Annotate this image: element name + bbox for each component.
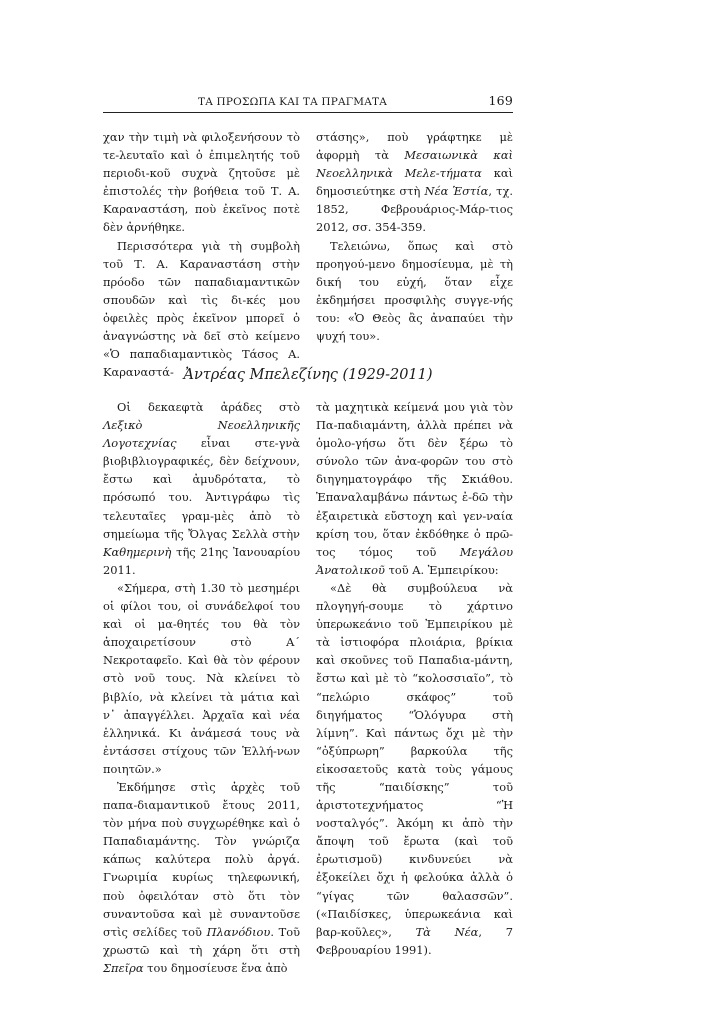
italic-title: Νέα Ἑστία xyxy=(424,184,489,199)
paragraph: Τελειώνω, ὅπως καὶ στὸ προηγού-μενο δημοσίευμα, μὲ τὴ δική του εὐχή, ὅταν εἶχε ἐκδημήσει προσφιλὴς συγγε-νής του: «Ὁ Θεὸς ἂς ἀναπαύει τὴν ψυχή του». xyxy=(316,238,513,344)
paragraph: Περισσότερα γιὰ τὴ συμβολὴ τοῦ Τ. Α. Καραναστάση στὴν πρόοδο τῶν παπαδιαμαντικῶν σπουδῶν καὶ τὶς δι-κές μου ὀφειλὲς πρὸς ἐκεῖνον μπορεῖ ὁ ἀναγνώστης νὰ δεῖ στὸ κείμενο «Ὁ παπαδιαμαντικὸς Τάσος Α. Καραναστά- xyxy=(103,238,300,380)
text-run: τοῦ Α. Ἐμπειρίκου: xyxy=(384,562,499,577)
text-run: , 7 Φεβρουαρίου 1991). xyxy=(316,924,513,957)
text-run: εἶναι στε-γνὰ βιοβιβλιογραφικές, δὲν δείχνουν, ἔστω καὶ ἀμυδρότατα, τὸ πρόσωπό του. Ἀντιγράφω τὶς τελευταῖες γραμ-μὲς ἀπὸ τὸ σημείωμα τῆς Ὄλγας Σελλὰ στὴν xyxy=(103,436,300,541)
section-title: Ἀντρέας Μπελεζίνης (1929-2011) xyxy=(183,367,433,383)
running-title: ΤΑ ΠΡΟΣΩΠΑ ΚΑΙ ΤΑ ΠΡΑΓΜΑΤΑ xyxy=(198,96,388,108)
text-run: Οἱ δεκαεφτὰ ἀράδες στὸ xyxy=(117,400,300,414)
text-run: καὶ δημοσιεύτηκε στὴ xyxy=(316,166,513,199)
bottom-left-column xyxy=(103,398,300,977)
page-number: 169 xyxy=(488,93,513,108)
italic-title: Πλανόδιου xyxy=(206,924,271,939)
text-run: τῆς 21ης Ἰανουαρίου 2011. xyxy=(103,544,300,577)
text-run: Ἐκδήμησε στὶς ἀρχὲς τοῦ παπα-διαμαντικοῦ ἔτους 2011, τὸν μήνα ποὺ συγχωρέθηκε καὶ ὁ Παπαδιαμάντης. Τὸν γνώριζα κάπως καλύτερα πολὺ ἀργά. Γνωριμία κυρίως τηλεφωνική, ποὺ ὀφειλόταν στὸ ὅτι τὸν συναντοῦσα καὶ μὲ συναντοῦσε στὶς σελίδες τοῦ xyxy=(103,779,300,939)
italic-title: Καθημερινὴ xyxy=(103,544,172,559)
italic-title: Τὰ Νέα xyxy=(415,924,479,939)
top-left-column xyxy=(103,128,300,381)
paragraph xyxy=(103,778,300,977)
text-run: στάσης», ποὺ γράφτηκε μὲ ἀφορμὴ τὰ xyxy=(316,130,513,163)
italic-title: Μεγάλου Ἀνατολικοῦ xyxy=(316,544,513,577)
italic-title: Λεξικὸ Νεοελληνικῆς Λογοτεχνίας xyxy=(103,418,300,451)
text-run: του δημοσίευσε ἕνα ἀπὸ xyxy=(143,960,288,975)
quotation-paragraph xyxy=(316,579,513,959)
paragraph xyxy=(103,398,300,579)
paragraph: χαν τὴν τιμὴ νὰ φιλοξενήσουν τὸ τε-λευταῖο καὶ ὁ ἐπιμελητής τοῦ περιοδι-κοῦ συχνὰ ζητοῦσε μὲ ἐπιστολές τὴν βοήθεια τοῦ Τ. Α. Καραναστάση, ποὺ ἐκεῖνος ποτὲ δὲν ἀρνήθηκε. xyxy=(103,130,300,235)
quotation-paragraph: «Σήμερα, στὴ 1.30 τὸ μεσημέρι οἱ φίλοι του, οἱ συνάδελφοί του καὶ οἱ μα-θητές του θὰ τὸν ἀποχαιρετίσουν στὸ Α΄ Νεκροταφεῖο. Καὶ θὰ τὸν φέρουν στὸ νοῦ τους. Νὰ κλείνει τὸ βιβλίο, νὰ κλείνει τὰ μάτια καὶ ν᾿ ἀπαγγέλλει. Ἀρχαῖα καὶ νέα ἑλληνικά. Κι ἀνάμεσά τους νὰ ἐντάσσει στίχους τῶν Ἑλλή-νων ποιητῶν.» xyxy=(103,580,300,776)
italic-title: Σπεῖρα xyxy=(103,960,144,975)
running-header xyxy=(103,94,513,113)
bottom-right-column xyxy=(316,398,513,959)
top-right-column xyxy=(316,128,513,345)
text-run: τὰ μαχητικὰ κείμενά μου γιὰ τὸν Πα-παδιαμάντη, ἀλλὰ πρέπει νὰ ὁμολο-γήσω ὅτι δὲν ξέρω τὸ σύνολο τῶν ἀνα-φορῶν του στὸ διηγηματογράφο τῆς Σκιάθου. Ἐπαναλαμβάνω πάντως ἐ-δῶ τὴν ἐξαιρετικὰ εὔστοχη καὶ γεν-ναία κρίση του, ὅταν ἐκδόθηκε ὁ πρῶ-τος τόμος τοῦ xyxy=(316,400,513,559)
text-run: , τχ. 1852, Φεβρουάριος-Μάρ-τιος 2012, σσ. 354-359. xyxy=(316,184,513,235)
paragraph xyxy=(316,128,513,237)
italic-title: Μεσαιωνικὰ καὶ Νεοελληνικὰ Μελε-τήματα xyxy=(316,148,513,181)
paragraph xyxy=(316,398,513,579)
text-run: «Δὲ θὰ συμβούλευα νὰ πλογηγή-σουμε τὸ χάρτινο ὑπερωκεάνιο τοῦ Ἐμπειρίκου μὲ τὰ ἱστιοφόρα πλοιάρια, βρίκια καὶ σκοῦνες τοῦ Παπαδια-μάντη, ἔστω καὶ μὲ τὸ “κολοσσιαῖο”, τὸ “πελώριο σκάφος” τοῦ διηγήματος “Ὁλόγυρα στὴ λίμνη”. Καὶ πάντως ὄχι μὲ τὴν “ὀξύπρωρη” βαρκούλα τῆς εἰκοσαετοῦς κατὰ τοὺς γάμους τῆς “παιδίσκης” τοῦ ἀριστοτεχνήματος “Ἡ νοσταλγός”. Ἀκόμη κι ἀπὸ τὴν ἄποψη τοῦ ἔρωτα (καὶ τοῦ ἐρωτισμοῦ) κινδυνεύει νὰ ἐξοκείλει ὄχι ἡ φελούκα ἀλλὰ ὁ “γίγας τῶν θαλασσῶν”. («Παιδίσκες, ὑπερωκεάνια καὶ βαρ-κοῦλες», xyxy=(316,580,513,939)
text-run: . Τοῦ χρωστῶ καὶ τὴ χάρη ὅτι στὴ xyxy=(103,924,301,957)
